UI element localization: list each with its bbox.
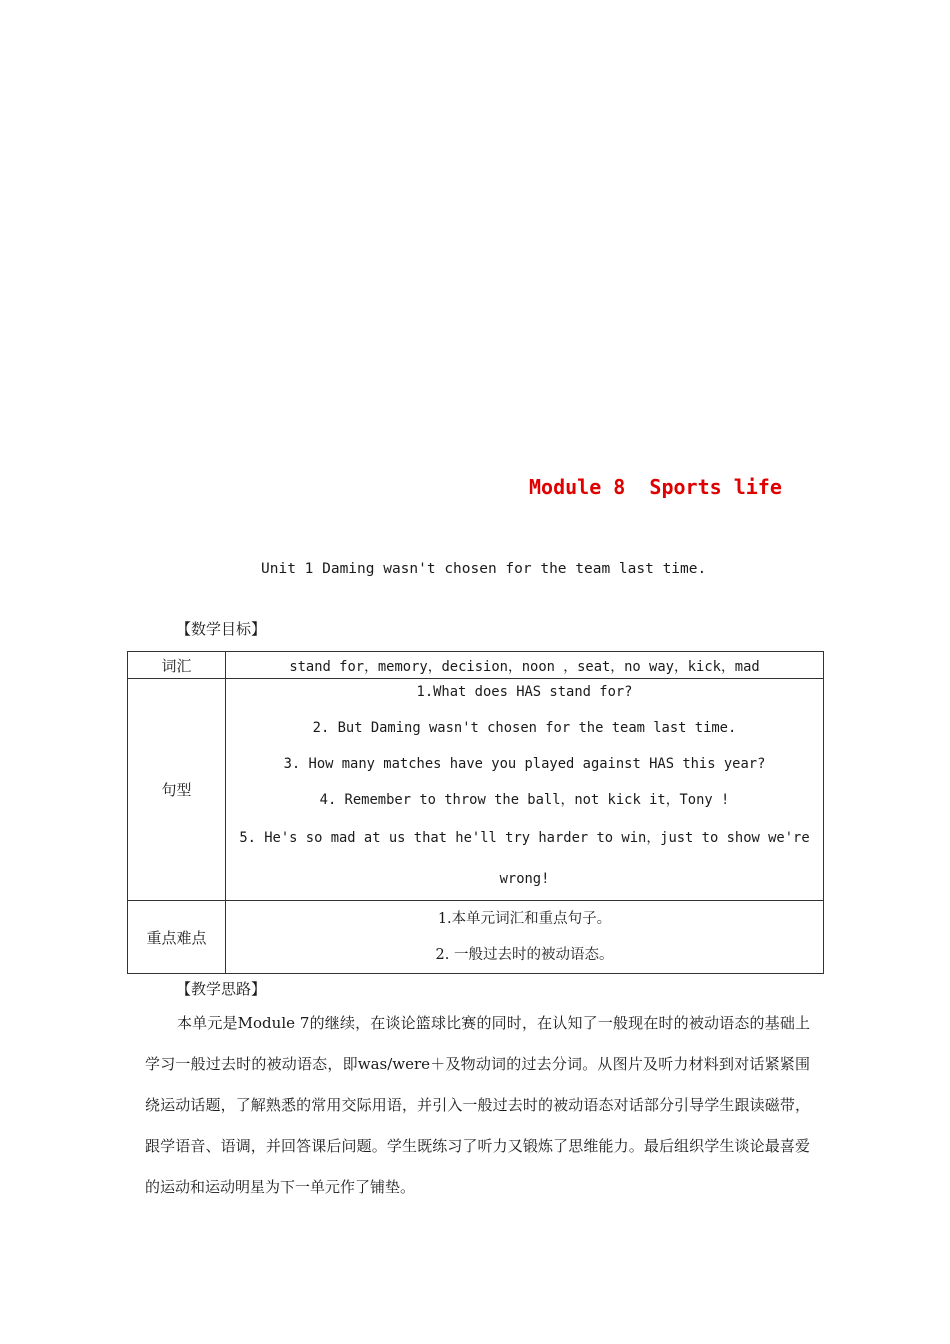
sentence-item: 4. Remember to throw the ball，not kick it，Tony ! xyxy=(319,791,730,808)
teaching-goals-heading: 【数学目标】 xyxy=(176,620,267,638)
sentences-label: 句型 xyxy=(128,679,226,901)
sentence-item: 1.What does HAS stand for? xyxy=(416,683,633,700)
keypoints-label: 重点难点 xyxy=(128,901,226,974)
sentence-item: 2. But Daming wasn't chosen for the team last time. xyxy=(312,719,737,736)
keypoint-item: 1.本单元词汇和重点句子。 xyxy=(437,911,612,927)
sentence-item: 3. How many matches have you played against HAS this year? xyxy=(283,755,766,772)
teaching-goals-table xyxy=(127,651,824,974)
module-title: Module 8 Sports life xyxy=(529,475,782,499)
vocab-label: 词汇 xyxy=(128,652,226,679)
teaching-approach-heading: 【教学思路】 xyxy=(176,980,267,998)
keypoints-content xyxy=(226,901,824,974)
keypoint-item: 2. 一般过去时的被动语态。 xyxy=(435,947,614,963)
teaching-approach-paragraph: 本单元是Module 7的继续，在谈论篮球比赛的同时，在认知了一般现在时的被动语态的基础上学习一般过去时的被动语态，即was/were＋及物动词的过去分词。从图片及听力材料到对话紧紧围绕运动话题，了解熟悉的常用交际用语，并引入一般过去时的被动语态对话部分引导学生跟读磁带，跟学语音、语调，并回答课后问题。学生既练习了听力又锻炼了思维能力。最后组织学生谈论最喜爱的运动和运动明星为下一单元作了铺垫。 xyxy=(145,1014,810,1196)
keypoints-row xyxy=(128,901,824,974)
sentence-item: 5. He's so mad at us that he'll try harder to win，just to show we're wrong! xyxy=(239,829,810,887)
unit-title: Unit 1 Daming wasn't chosen for the team last time. xyxy=(261,561,707,577)
sentence-list xyxy=(226,674,823,900)
sentences-content xyxy=(226,679,824,901)
sentences-row xyxy=(128,679,824,901)
vocab-list: stand for，memory，decision，noon ，seat，no way，kick，mad xyxy=(289,659,760,675)
